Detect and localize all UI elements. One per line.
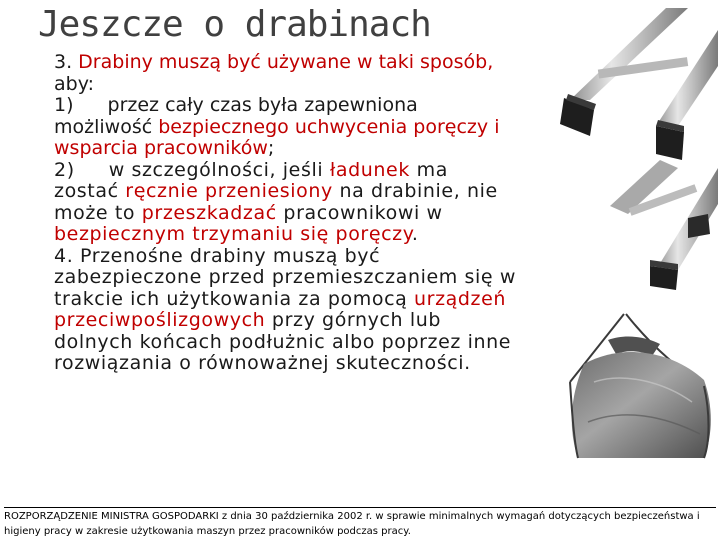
paragraph-3-rest: aby: bbox=[54, 72, 94, 95]
list-item-2-number: 2) bbox=[54, 158, 75, 181]
paragraph-4-text-a: 4. Przenośne drabiny muszą być zabezpieczone przed przemieszczaniem się w trakcie ich użytkowania za pomocą bbox=[54, 244, 516, 310]
list-item-2 bbox=[54, 160, 516, 246]
list-item-2-text-a: w szczególności, jeśli bbox=[108, 158, 330, 181]
list-item-2-highlight-disturb: przeszkadzać bbox=[141, 201, 277, 224]
list-item-1-number: 1) bbox=[54, 94, 74, 116]
paragraph-3-highlight: Drabiny muszą być używane w taki sposób, bbox=[78, 51, 494, 73]
list-item-2-end: . bbox=[411, 223, 419, 245]
list-item-1 bbox=[54, 95, 516, 160]
ladder-feet-icon bbox=[538, 8, 718, 308]
paragraph-4 bbox=[54, 246, 516, 375]
list-item-1-text: przez cały czas była zapewniona możliwość bbox=[54, 94, 418, 138]
list-item-1-end: ; bbox=[267, 137, 275, 159]
list-item-2-text-e: na drabinie, nie może to bbox=[54, 180, 498, 224]
list-item-2-text-c: ma zostać bbox=[54, 158, 448, 202]
footer-citation: ROZPORZĄDZENIE MINISTRA GOSPODARKI z dnia 30 października 2002 r. w sprawie minimalnych wymagań dotyczących bezpieczeństwa i higieny pracy w zakresie użytkowania maszyn przez pracowników podczas pracy. bbox=[4, 507, 716, 539]
paragraph-3 bbox=[54, 52, 516, 95]
list-item-2-highlight-load: ładunek bbox=[329, 158, 410, 181]
drawstring-bag-icon bbox=[564, 312, 716, 462]
list-item-1-highlight: bezpiecznego uchwycenia poręczy i wsparcia pracowników bbox=[54, 115, 500, 159]
paragraph-4-highlight: urządzeń przeciwpoślizgowych bbox=[54, 287, 507, 331]
slide-title: Jeszcze o drabinach bbox=[38, 4, 431, 45]
paragraph-4-text-c: przy górnych lub dolnych końcach podłużnic albo poprzez inne rozwiązania o równoważnej skuteczności. bbox=[54, 309, 512, 374]
list-item-2-highlight-carry: ręcznie przeniesiony bbox=[125, 180, 333, 202]
paragraph-3-number: 3. bbox=[54, 51, 79, 73]
slide-body bbox=[54, 52, 516, 375]
list-item-2-text-g: pracownikowi w bbox=[276, 201, 443, 224]
list-item-2-highlight-safe-hold: bezpiecznym trzymaniu się poręczy bbox=[54, 223, 412, 245]
